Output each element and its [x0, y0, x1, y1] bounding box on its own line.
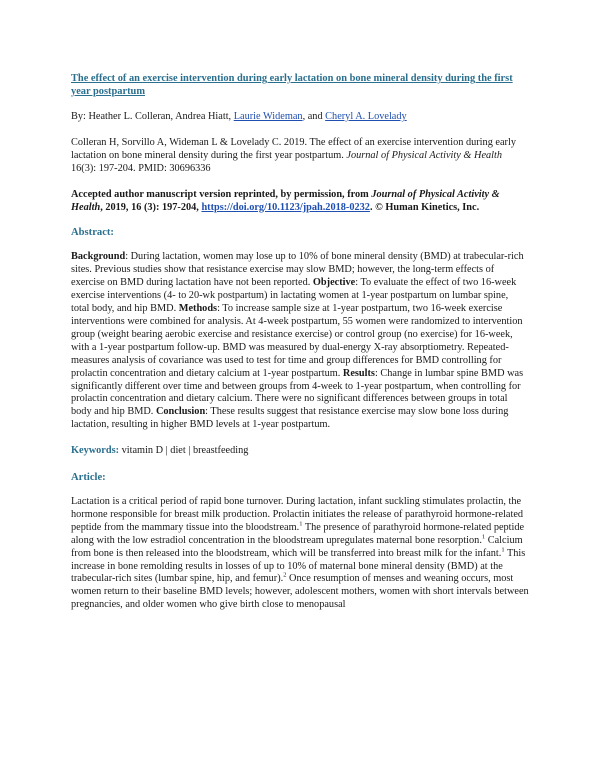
abstract-text: [71, 251, 529, 432]
abstract-heading: Abstract:: [71, 227, 114, 239]
background-text: : During lactation, women may lose up to 10% of bone mineral density (BMD) at trabecular-rich sites. Previous studies show that resistance exercise may slow BMD; however, the long-term effects of exercise on BMD during lactation have not been reported.: [71, 251, 524, 289]
citation-journal: Journal of Physical Activity & Health: [346, 149, 503, 161]
body-sentence-4: This increase in bone remolding results in losses of up to 10% of maternal bone mineral density (BMD) at the trabecular-rich sites (lumbar spine, hip, and femur).: [71, 547, 526, 585]
manuscript-details: , 2019, 16 (3): 197-204,: [100, 201, 202, 213]
objective-label: Objective: [312, 277, 356, 289]
results-label: Results: [342, 367, 375, 379]
article-heading: Article:: [71, 472, 106, 484]
citation: [71, 137, 529, 176]
keywords-label: Keywords:: [71, 445, 120, 457]
background-label: Background: [71, 251, 126, 263]
results-text: : Change in lumbar spine BMD was significantly different over time and between groups from 4-week to 1-year postpartum, when controlling for prolactin concentration and dietary calcium. There were no significant differences between groups in total body and hip BMD.: [71, 367, 524, 418]
article-title[interactable]: The effect of an exercise intervention during early lactation on bone mineral density during the first year postpartum: [71, 73, 513, 97]
doi-link[interactable]: https://doi.org/10.1123/jpah.2018-0232: [201, 201, 370, 213]
manuscript-notice: [71, 189, 529, 215]
citation-details: 16(3): 197-204. PMID: 30696336: [71, 162, 211, 174]
manuscript-tail: . © Human Kinetics, Inc.: [369, 201, 480, 213]
article-body: [71, 496, 529, 612]
keywords: [71, 445, 529, 458]
body-sentence-1: Lactation is a critical period of rapid bone turnover. During lactation, infant suckling stimulates prolactin, the hormone responsible for breast milk production. Prolactin initiates the release of parathyroid hormone-related peptide from the mammary tissue into the bloodstream.: [71, 496, 524, 533]
manuscript-lead: Accepted author manuscript version reprinted, by permission, from: [71, 188, 372, 200]
byline-authors: By: Heather L. Colleran, Andrea Hiatt,: [71, 111, 234, 122]
methods-label: Methods: [178, 303, 218, 315]
methods-text: : To increase sample size at 1-year postpartum, two 16-week exercise interventions were combined for analysis. At 4-week postpartum, 55 women were randomized to intervention group (weight bearing aerobic exercise and resistance exercise) or control group (no exercise) for 16-week, with a 1-year postpartum follow-up. BMD was measured by dual-energy X-ray absorptiometry. Repeated-measures analysis of covariance was used to test for time and group differences for BMD controlling for prolactin concentration and dietary calcium at 1-year postpartum.: [71, 303, 523, 379]
author-link-laurie-wideman[interactable]: Laurie Wideman: [233, 111, 303, 122]
body-sentence-2: The presence of parathyroid hormone-related peptide along with the low estradiol concentration in the bloodstream upregulates maternal bone resorption.: [71, 521, 525, 546]
conclusion-label: Conclusion: [155, 406, 206, 418]
manuscript-journal: Journal of Physical Activity & Health: [71, 188, 500, 213]
author-link-cheryl-lovelady[interactable]: Cheryl A. Lovelady: [325, 111, 407, 122]
body-sentence-3: Calcium from bone is then released into the bloodstream, which will be transferred into breast milk for the infant.: [71, 534, 523, 559]
reference-marker: 2: [283, 572, 287, 580]
conclusion-text: : These results suggest that resistance exercise may slow bone loss during lactation, resulting in higher BMD levels at 1-year postpartum.: [71, 406, 509, 431]
reference-marker: 1: [481, 533, 486, 541]
citation-text: Colleran H, Sorvillo A, Wideman L & Lovelady C. 2019. The effect of an exercise intervention during early lactation on bone mineral density during the first year postpartum.: [71, 136, 516, 161]
byline: [71, 111, 529, 124]
reference-marker: 1: [501, 546, 505, 554]
objective-text: : To evaluate the effect of two 16-week exercise interventions (4- to 20-wk postpartum) in lactating women at 1-year postpartum on lumbar spine, total body, and hip BMD.: [71, 277, 517, 315]
body-sentence-5: Once resumption of menses and weaning occurs, most women return to their baseline BMD levels; however, adolescent mothers, women with short intervals between pregnancies, and older women who give birth close to menopausal: [71, 573, 529, 611]
reference-marker: 1: [299, 520, 303, 528]
keywords-list: vitamin D | diet | breastfeeding: [119, 445, 249, 457]
byline-separator: , and: [302, 111, 326, 122]
